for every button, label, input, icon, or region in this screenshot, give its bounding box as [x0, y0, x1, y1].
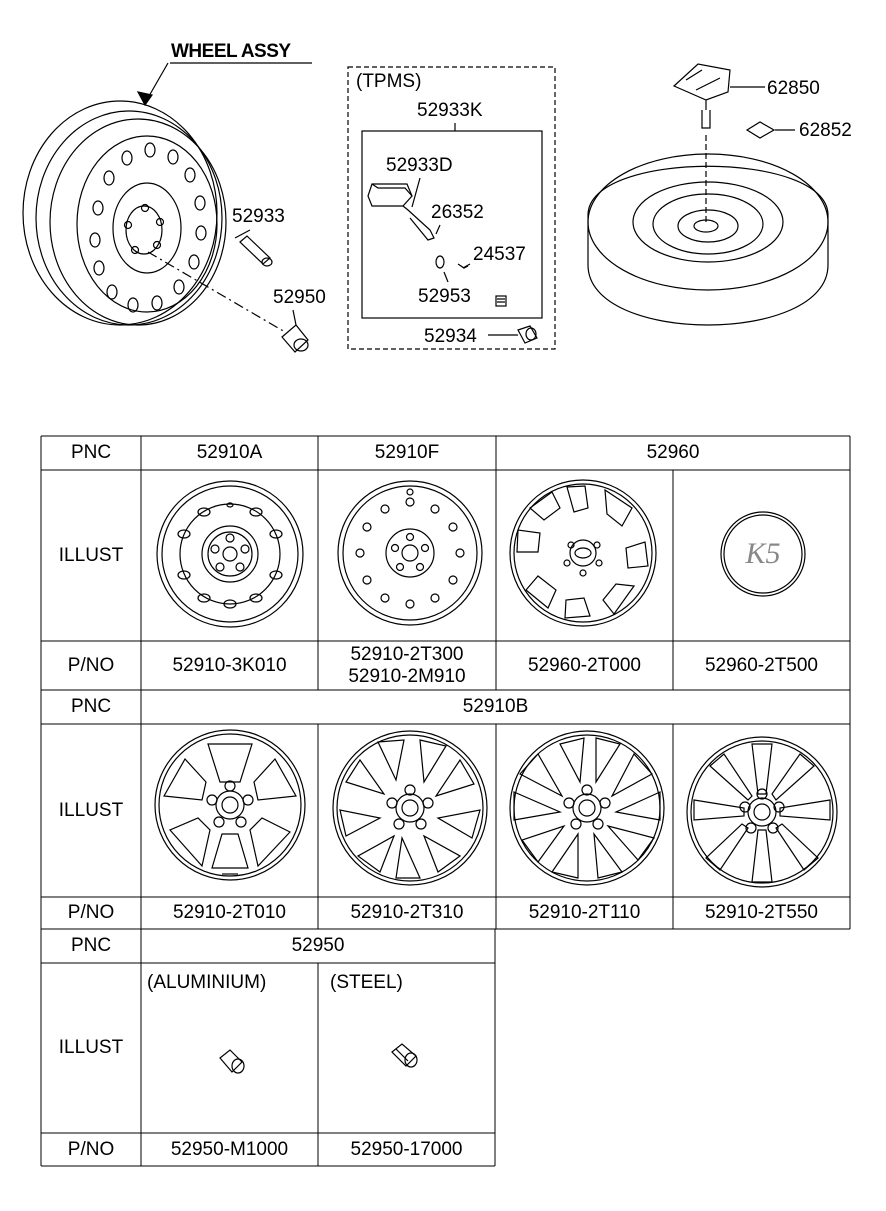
pno-52910-2t110: 52910-2T110: [528, 902, 641, 924]
lug-nut-aluminium-icon: [220, 1050, 244, 1073]
lug-nut-icon: [282, 325, 308, 352]
label-62850: 62850: [767, 78, 820, 99]
s2-pno-header: P/NO: [67, 902, 115, 924]
s1-pnc-52960: 52960: [646, 442, 700, 464]
label-52933: 52933: [232, 206, 285, 227]
pno-52910-2t310: 52910-2T310: [350, 902, 464, 924]
lug-nut-steel-icon: [392, 1044, 417, 1067]
tpms-nut-icon: [496, 296, 506, 306]
wheel-illust-52910-2t300: [338, 481, 482, 625]
s2-pnc-52910b: 52910B: [462, 696, 529, 718]
label-52950: 52950: [273, 287, 326, 308]
p26352-leader: [436, 225, 440, 234]
s1-pnc-52910a: 52910A: [196, 442, 263, 464]
p52953-leader: [444, 272, 448, 282]
s2-illust-header: ILLUST: [58, 799, 124, 821]
wheel-illust-52910-3k010: [157, 481, 303, 627]
tpms-label: (TPMS): [356, 71, 422, 92]
label-52953: 52953: [418, 286, 471, 307]
alloy-illust-52910-2t110: [510, 731, 664, 885]
label-52934: 52934: [424, 326, 477, 347]
spare-tire-drawing: [588, 154, 828, 325]
pno-52910-2t550: 52910-2T550: [704, 902, 819, 924]
pno-52950-17000: 52950-17000: [350, 1138, 463, 1160]
wheel-illust-52960-2t000: [510, 480, 656, 626]
sensor-leader: [412, 178, 420, 207]
spare-sticker-icon: [747, 122, 774, 138]
spare-holder-icon: [674, 64, 730, 128]
alloy-illust-52910-2t550: [687, 737, 837, 887]
tpms-nut-outside-icon: [518, 326, 537, 343]
wheel-assy-title: WHEEL ASSY: [171, 41, 291, 62]
valve-stem-icon: [240, 236, 272, 266]
pno-52910-2t010: 52910-2T010: [172, 902, 287, 924]
lug-nut-guide-line: [148, 252, 285, 332]
label-52933d: 52933D: [386, 155, 453, 176]
valve-cap-icon: [436, 256, 444, 268]
tpms-sensor-icon: [368, 184, 434, 240]
pno-52910-2t300: 52910-2T300: [350, 643, 464, 665]
pno-52960-2t000: 52960-2T000: [527, 654, 642, 676]
s3-illust-header: ILLUST: [58, 1037, 124, 1059]
lug-nut-leader: [293, 310, 296, 325]
s1-pnc-52910f: 52910F: [374, 442, 440, 464]
pno-52910f-group: [318, 641, 496, 690]
k5-cap-logo-text: K5: [745, 536, 781, 570]
pno-52910-3k010: 52910-3K010: [172, 654, 287, 676]
pno-52910-2m910: 52910-2M910: [348, 665, 466, 687]
steel-wheel-assy-drawing: [23, 101, 226, 325]
variant-steel: (STEEL): [330, 972, 403, 993]
s3-pnc-header: PNC: [70, 935, 112, 957]
variant-aluminium: (ALUMINIUM): [147, 972, 267, 993]
pno-52960-2t500: 52960-2T500: [704, 654, 819, 676]
label-62852: 62852: [799, 120, 852, 141]
s1-pnc-header: PNC: [70, 442, 112, 464]
pno-52950-m1000: 52950-M1000: [170, 1138, 289, 1160]
alloy-illust-52910-2t010: [155, 730, 305, 880]
s1-illust-header: ILLUST: [58, 544, 124, 566]
label-52933k: 52933K: [417, 100, 483, 121]
wheel-vent-holes: [90, 143, 206, 312]
alloy-illust-52910-2t310: [333, 731, 487, 885]
s3-pno-header: P/NO: [67, 1138, 115, 1160]
s2-pnc-header: PNC: [70, 696, 112, 718]
s3-pnc-52950: 52950: [291, 935, 345, 957]
label-26352: 26352: [431, 202, 484, 223]
s1-pno-header: P/NO: [67, 654, 115, 676]
label-24537: 24537: [473, 244, 526, 265]
